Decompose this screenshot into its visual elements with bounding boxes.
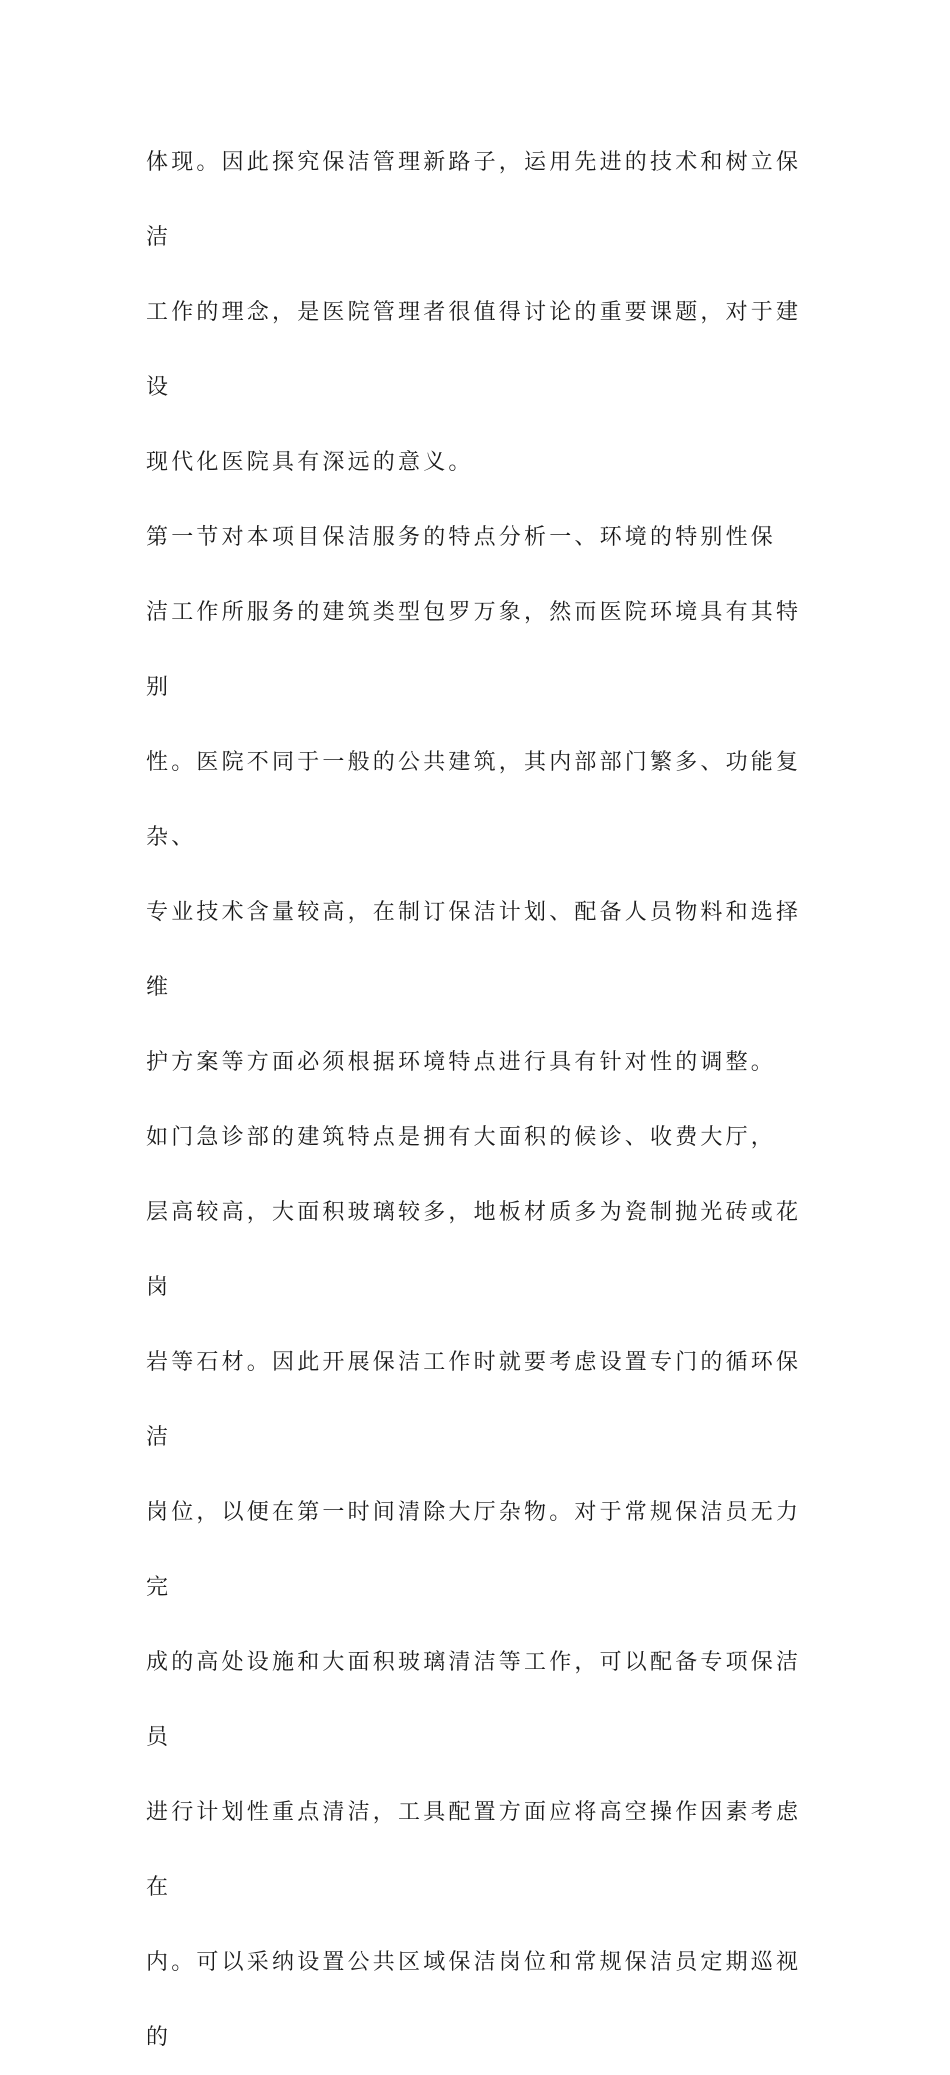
paragraph-3: 如门急诊部的建筑特点是拥有大面积的候诊、收费大厅， 层高较高，大面积玻璃较多，地板材质多为瓷制抛光砖或花岗 岩等石材。因此开展保洁工作时就要考虑设置专门的循环保洁 岗位，以便在第一时间清除大厅杂物。对于常规保洁员无力完 成的高处设施和大面积玻璃清洁等工作，可以配备专项保洁员 进行计划性重点清洁，工具配置方面应将高空操作因素考虑在 内。可以采纳设置公共区域保洁岗位和常规保洁员定期巡视的: [146, 1125, 802, 2050]
paragraph-2: 第一节对本项目保洁服务的特点分析一、环境的特别性保 洁工作所服务的建筑类型包罗万象，然而医院环境具有其特别 性。医院不同于一般的公共建筑，其内部部门繁多、功能复杂、 专业技术含量较高，在制订保洁计划、配备人员物料和选择维 护方案等方面必须根据环境特点进行具有针对性的调整。: [146, 525, 802, 1075]
paragraph-1: 体现。因此探究保洁管理新路子，运用先进的技术和树立保洁 工作的理念，是医院管理者很值得讨论的重要课题，对于建设 现代化医院具有深远的意义。: [146, 150, 802, 475]
body-text: [146, 125, 806, 2075]
